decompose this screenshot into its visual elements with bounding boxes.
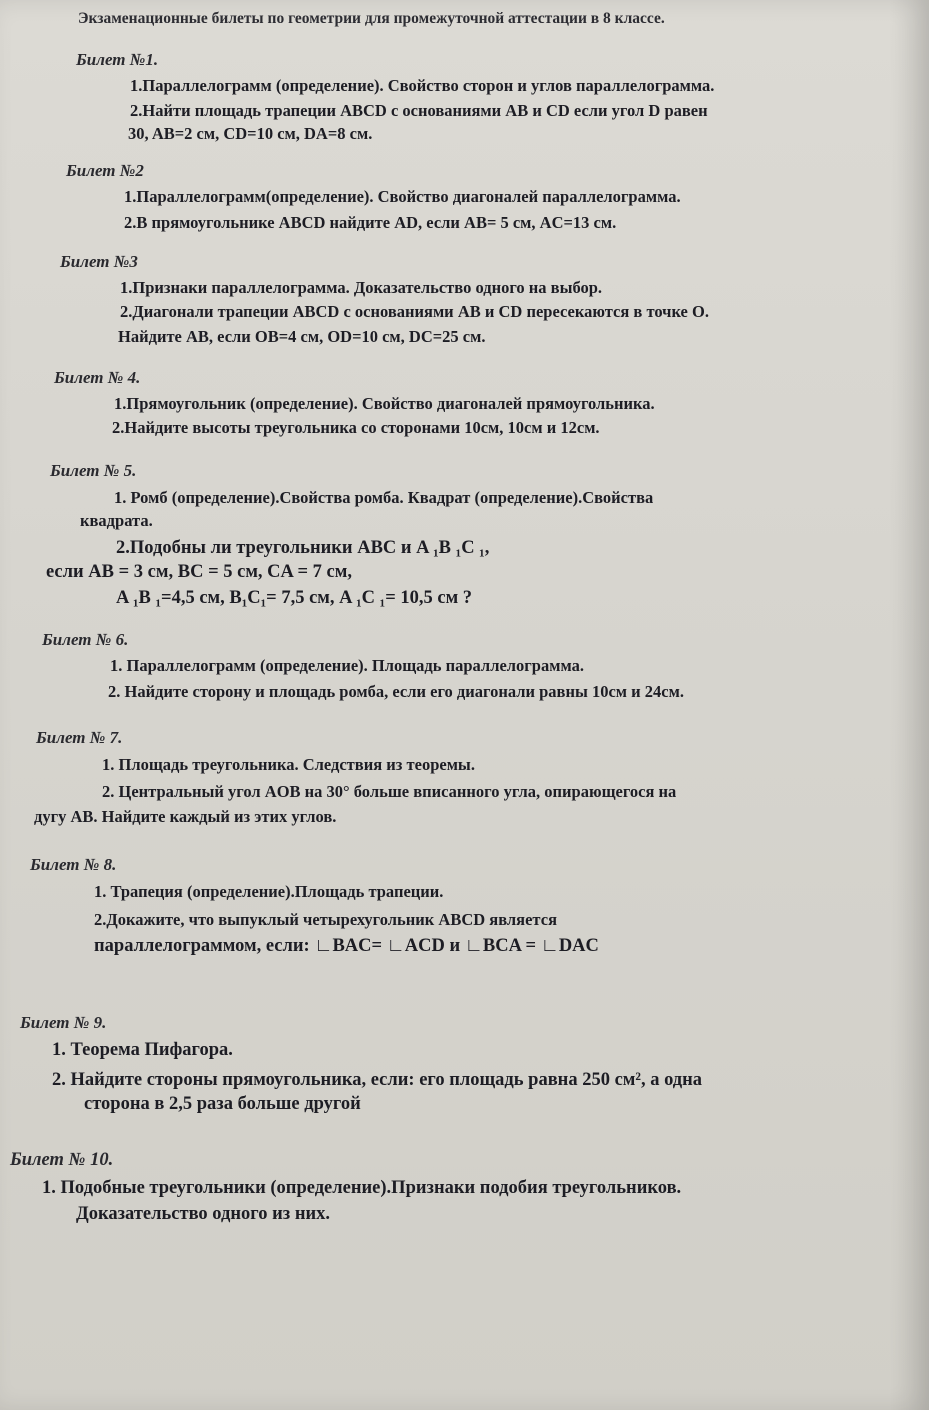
ticket-10-heading: Билет № 10. [10,1150,114,1170]
ticket-10-line-2: Доказательство одного из них. [76,1204,331,1224]
ticket-2-heading: Билет №2 [66,161,144,180]
ticket-5-line-2: квадрата. [80,511,153,530]
document-title: Экзаменационные билеты по геометрии для промежуточной аттестации в 8 классе. [78,10,665,27]
ticket-7-heading: Билет № 7. [36,728,123,747]
ticket-8-heading: Билет № 8. [30,855,117,874]
ticket-9-line-2: 2. Найдите стороны прямоугольника, если: его площадь равна 250 см², а одна [52,1070,703,1090]
ticket-3-heading: Билет №3 [60,252,138,271]
ticket-8-line-2: 2.Докажите, что выпуклый четырехугольник ABCD является [94,910,557,929]
ticket-4-line-1: 1.Прямоугольник (определение). Свойство диагоналей прямоугольника. [114,394,655,413]
ticket-9-line-1: 1. Теорема Пифагора. [52,1040,233,1060]
page-shadow [889,0,929,1410]
ticket-3-line-3: Найдите AB, если OB=4 см, OD=10 см, DC=25 см. [118,327,486,346]
ticket-2-line-2: 2.В прямоугольнике ABCD найдите AD, если AB= 5 см, AC=13 см. [124,213,617,232]
ticket-9-line-3: сторона в 2,5 раза больше другой [84,1094,361,1114]
ticket-5-line-3: 2.Подобны ли треугольники ABC и A ₁B ₁C ₁, [116,538,490,558]
ticket-6-line-2: 2. Найдите сторону и площадь ромба, если его диагонали равны 10см и 24см. [108,682,684,701]
ticket-10-line-1: 1. Подобные треугольники (определение).Признаки подобия треугольников. [42,1178,682,1198]
ticket-3-line-2: 2.Диагонали трапеции ABCD с основаниями AB и CD пересекаются в точке O. [120,302,709,321]
ticket-1-line-2: 2.Найти площадь трапеции ABCD с основаниями AB и CD если угол D равен [130,101,708,120]
ticket-1-heading: Билет №1. [76,50,159,69]
ticket-5-line-1: 1. Ромб (определение).Свойства ромба. Квадрат (определение).Свойства [114,488,654,507]
ticket-8-line-1: 1. Трапеция (определение).Площадь трапеции. [94,882,444,901]
ticket-5-heading: Билет № 5. [50,461,137,480]
ticket-4-line-2: 2.Найдите высоты треугольника со сторонами 10см, 10см и 12см. [112,418,600,437]
ticket-7-line-1: 1. Площадь треугольника. Следствия из теоремы. [102,755,475,774]
ticket-6-heading: Билет № 6. [42,630,129,649]
ticket-5-line-5: A ₁B ₁=4,5 см, B₁C₁= 7,5 см, A ₁C ₁= 10,5 см ? [116,588,473,608]
ticket-9-heading: Билет № 9. [20,1013,107,1032]
ticket-7-line-3: дугу AB. Найдите каждый из этих углов. [34,807,337,826]
ticket-5-line-4: если AB = 3 см, BC = 5 см, CA = 7 см, [46,562,352,582]
ticket-3-line-1: 1.Признаки параллелограмма. Доказательство одного на выбор. [120,278,603,297]
ticket-6-line-1: 1. Параллелограмм (определение). Площадь параллелограмма. [110,656,584,675]
ticket-7-line-2: 2. Центральный угол AOB на 30° больше вписанного угла, опирающегося на [102,782,677,801]
ticket-1-line-1: 1.Параллелограмм (определение). Свойство сторон и углов параллелограмма. [130,76,715,95]
ticket-1-line-3: 30, AB=2 см, CD=10 см, DA=8 см. [128,124,373,143]
ticket-2-line-1: 1.Параллелограмм(определение). Свойство диагоналей параллелограмма. [124,187,681,206]
ticket-8-line-3: параллелограммом, если: ∟BAC= ∟ACD и ∟BCA = ∟DAC [94,936,599,956]
ticket-4-heading: Билет № 4. [54,368,141,387]
